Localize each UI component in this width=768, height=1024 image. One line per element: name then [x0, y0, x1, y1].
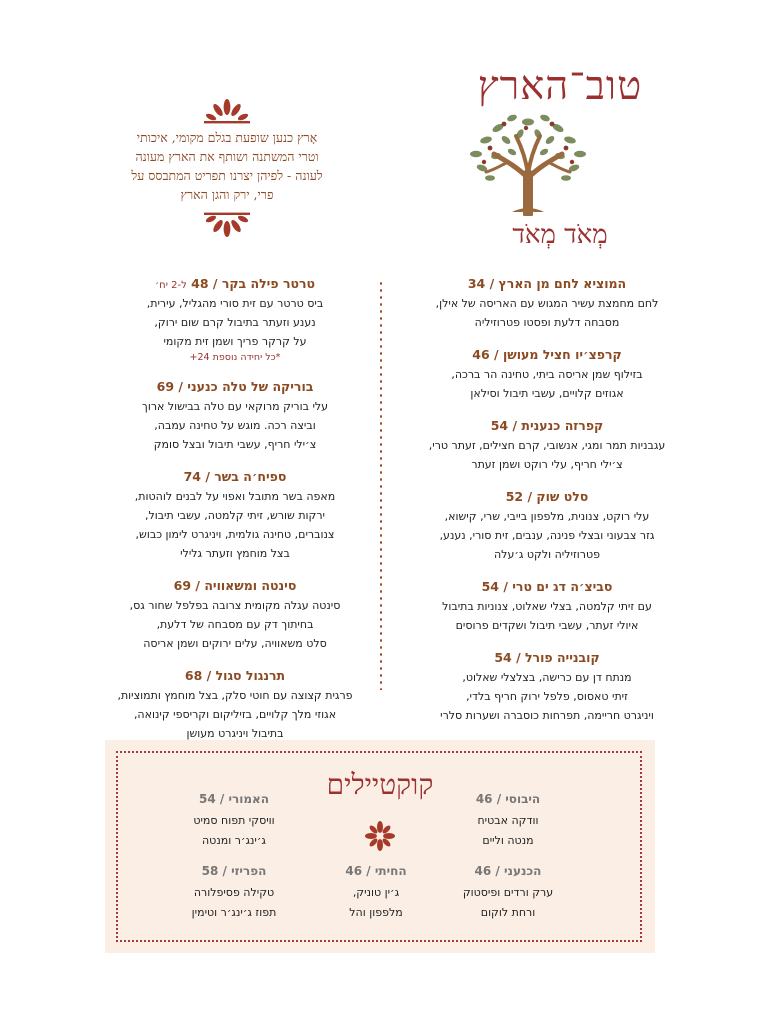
menu-item-title: ספיח׳ה בשר / 74: [183, 469, 287, 484]
cocktails-title: קוקטיילים: [326, 768, 434, 801]
intro-line: לעונה - לפיהן יצרנו תפריט המתבסס על: [131, 168, 323, 183]
menu-item-title: קובנייה פורל / 54: [494, 650, 600, 665]
cocktail-item: [306, 864, 446, 923]
menu-item: [408, 276, 686, 332]
menu-item-title: סלט שוק / 52: [505, 489, 589, 504]
cocktail-desc: מלפפון והל: [349, 906, 403, 919]
intro-line: וטרי המשתנה ושותף את הארץ מעונה: [135, 149, 319, 164]
menu-item-desc: לחם מחמצת עשיר המגוש עם האריסה של אילן,: [435, 297, 659, 310]
menu-item-desc: צ׳ילי חריף, עשבי תיבול ובצל סומק: [153, 438, 317, 451]
menu-item-desc: ביס טרטר עם זית סורי מהגליל, עירית,: [146, 297, 324, 310]
menu-item-desc: סינטה עגלה מקומית צרובה בפלפל שחור גס,: [129, 599, 341, 612]
cocktail-desc: וויסקי תפוח סמיט: [193, 814, 275, 827]
tree-logo-icon: [460, 104, 596, 220]
intro-text: [96, 128, 358, 204]
menu-column-right: [408, 276, 686, 740]
menu-item-desc: ויניגרט חריימה, תפרחות כוסברה ושערות סלרי: [440, 709, 654, 722]
menu-item: [408, 650, 686, 725]
menu-item-desc: ירקות שורש, זיתי קלמטה, עשבי תיבול,: [144, 509, 326, 522]
menu-item-title: קרפצ׳יו חציל מעושן / 46: [472, 347, 622, 362]
menu-item: [96, 276, 374, 364]
cocktail-name: הכנעני / 46: [474, 864, 542, 878]
menu-item-desc: על קרקר פריך ושמן זית מקומי: [163, 335, 307, 348]
menu-item-desc: איולי זעתר, עשבי תיבול ושקדים פרוסים: [455, 619, 639, 632]
menu-item-title: תרנגול סגול / 68: [184, 668, 286, 683]
menu-item-desc: וביצה רכה. מוגש על טחינה עמבה,: [154, 419, 316, 432]
menu-item: [408, 347, 686, 403]
menu-item: [408, 579, 686, 635]
cocktail-item: [438, 864, 578, 923]
menu-item-title: המוציא לחם מן הארץ / 34: [467, 276, 627, 291]
menu-item-title: בוריקה של טלה כנעני / 69: [156, 379, 314, 394]
menu-item-desc: נענע וזעתר בתיבול קרם שום ירוק,: [154, 316, 316, 329]
cocktail-name: החיתי / 46: [345, 864, 407, 878]
column-divider: [380, 280, 382, 690]
menu-item-desc: עם זיתי קלמטה, בצלי שאלוט, צנוניות בתיבול: [442, 600, 652, 613]
cocktail-desc: ורחת לוקום: [480, 906, 536, 919]
menu-item-desc: צ׳ילי חריף, עלי רוקט ושמן זעתר: [471, 458, 623, 471]
menu-item-desc: זיתי טאסוס, פלפל ירוק חריף בלדי,: [466, 690, 628, 703]
menu-item-desc: עלי רוקט, צנונית, מלפפון בייבי, שרי, קישוא,: [444, 510, 650, 523]
menu-item-title: סינטה ומשאוויה / 69: [173, 578, 297, 593]
menu-item: [96, 668, 374, 743]
menu-item-desc: אגוזי מלך קלויים, בזיליקום וקריספי קינואה,: [133, 708, 337, 721]
menu-item-extra: *כל יחידה נוספת 24+: [189, 352, 281, 363]
cocktail-name: הפריזי / 58: [201, 864, 267, 878]
fan-ornament-top-icon: [202, 98, 252, 130]
menu-item-desc: גזר צבעוני ובצלי פנינה, ענבים, זית סורי, נענע,: [439, 529, 655, 542]
cocktail-item: [164, 864, 304, 923]
menu-item: [96, 469, 374, 563]
menu-item: [408, 418, 686, 474]
fan-ornament-bottom-icon: [202, 210, 252, 242]
menu-item-desc: עלי בוריק מרוקאי עם טלה בבישול ארוך: [141, 400, 329, 413]
menu-item-desc: בצל מוחמץ וזעתר גלילי: [180, 547, 290, 560]
cocktail-item: [164, 792, 304, 851]
menu-item: [408, 489, 686, 564]
menu-item-desc: פטרוזיליה ולקט ג׳עלה: [494, 548, 600, 561]
cocktail-item: [438, 792, 578, 851]
brand-title: טוב־הארץ: [477, 63, 643, 109]
flower-ornament-icon: [364, 820, 396, 856]
menu-item-desc: מנתח דן עם כרישה, בצלצלי שאלוט,: [462, 671, 632, 684]
menu-item-title: סביצ׳ה דג ים טרי / 54: [481, 579, 613, 594]
cocktail-desc: תפוז ג׳ינג׳ר וטימין: [191, 906, 277, 919]
menu-item-desc: בחיתוך דק עם מסבחה של דלעת,: [156, 618, 314, 631]
cocktail-desc: וודקה אבטיח: [477, 814, 539, 827]
cocktail-desc: ערק ורדים ופיסטוק: [462, 886, 554, 899]
cocktail-name: היבוסי / 46: [475, 792, 541, 806]
cocktail-name: האמורי / 54: [199, 792, 269, 806]
menu-item-desc: עגבניות תמר ומגי, אנשובי, קרם חצילים, זעתר טרי,: [428, 439, 666, 452]
brand-subtitle: מְאֹד מְאֹד: [512, 220, 608, 250]
intro-line: אָרץ כנען שופעת בגלם מקומי, איכותי: [136, 130, 318, 145]
menu-item-desc: מאפה בשר מתובל ואפוי על לבנים לוהטות,: [134, 490, 336, 503]
menu-item-note: ל-2 יח׳: [155, 280, 187, 291]
cocktail-desc: טקילה פסיפלורה: [193, 886, 275, 899]
menu-item-title: [96, 276, 374, 291]
menu-item-title-text: טרטר פילה בקר / 48: [191, 276, 315, 291]
menu-item-desc: אגוזים קלויים, עשבי תיבול וסילאן: [470, 387, 624, 400]
cocktail-desc: ג׳ין טוניק,: [352, 886, 400, 899]
menu-item-desc: מסבחה דלעת ופסטו פטרוזיליה: [474, 316, 620, 329]
menu-item-desc: צנוברים, טחינה גולמית, ויניגרט לימון כבוש,: [135, 528, 335, 541]
menu-item-desc: פרגית קצוצה עם חוטי סלק, בצל מוחמץ ותמוציות,: [117, 689, 353, 702]
menu-item-desc: בתיבול ויניגרט מעושן: [186, 727, 284, 740]
intro-line: פרי, ירק והגן הארץ: [180, 187, 274, 202]
menu-item: [96, 379, 374, 454]
cocktail-desc: ג׳ינג׳ר ומנטה: [202, 834, 266, 847]
cocktail-desc: מנטה וליים: [482, 834, 534, 847]
menu-item-desc: בזילוף שמן אריסה ביתי, טחינה הר ברכה,: [451, 368, 643, 381]
menu-item-title: קפרזה כנענית / 54: [490, 418, 604, 433]
menu-column-left: [96, 276, 374, 758]
menu-item: [96, 578, 374, 653]
menu-item-desc: סלט משאוויה, עלים ירוקים ושמן אריסה: [143, 637, 327, 650]
